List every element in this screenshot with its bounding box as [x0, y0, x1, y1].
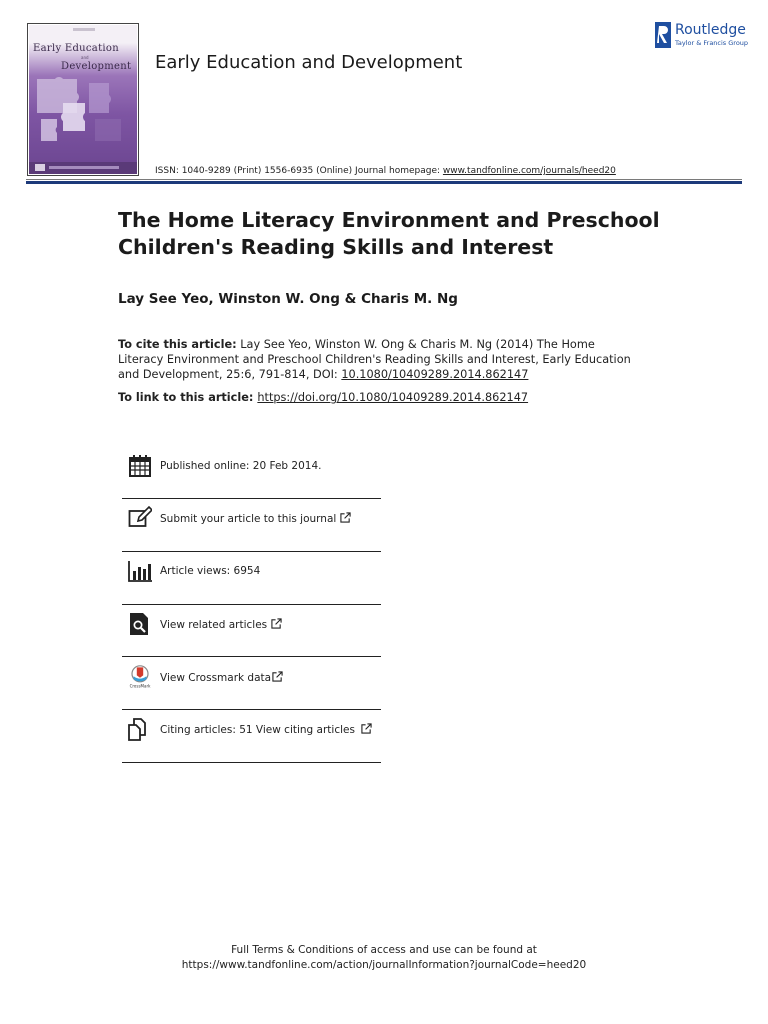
- info-divider: [122, 551, 381, 552]
- journal-cover-art: [29, 25, 137, 174]
- article-title: The Home Literacy Environment and Preschool Children's Reading Skills and Interest: [118, 208, 660, 259]
- citing-articles-label: Citing articles: 51 View citing articles: [160, 724, 355, 736]
- calendar-icon: [128, 454, 152, 478]
- footer-terms: [0, 943, 768, 973]
- article-authors: Lay See Yeo, Winston W. Ong & Charis M. Ng: [118, 291, 458, 307]
- crossmark-icon: [128, 665, 152, 689]
- footer-line1: Full Terms & Conditions of access and use can be found at: [231, 944, 537, 956]
- info-divider: [122, 656, 381, 657]
- header-rule-thin: [26, 179, 742, 180]
- citing-articles-link[interactable]: [160, 723, 372, 736]
- external-link-icon: [271, 618, 282, 629]
- info-divider: [122, 498, 381, 499]
- cite-text: Lay See Yeo, Winston W. Ong & Charis M. Ng (2014) The Home Literacy Environment and Preschool Children's Reading Skills and Interest, Early Education and Development, 25:6, 791-814, DOI:: [118, 338, 631, 381]
- info-divider: [122, 604, 381, 605]
- crossmark-link[interactable]: [160, 671, 283, 684]
- bar-chart-icon: [128, 559, 152, 583]
- external-link-icon: [272, 671, 283, 682]
- cover-title-line1: Early Education: [33, 43, 119, 54]
- published-online-text: Published online: 20 Feb 2014.: [160, 460, 322, 472]
- info-divider: [122, 709, 381, 710]
- journal-title: Early Education and Development: [155, 52, 463, 73]
- article-views-text: Article views: 6954: [160, 565, 261, 577]
- journal-cover-image: [27, 23, 139, 176]
- citing-documents-icon: [128, 717, 152, 741]
- submit-article-link[interactable]: [160, 512, 351, 525]
- external-link-icon: [340, 512, 351, 523]
- doi-link[interactable]: 10.1080/10409289.2014.862147: [341, 368, 529, 381]
- citation-block: [118, 337, 638, 382]
- link-label: To link to this article:: [118, 391, 258, 404]
- publisher-name: Routledge: [675, 22, 746, 38]
- info-divider: [122, 762, 381, 763]
- publisher-group: Taylor & Francis Group: [675, 39, 749, 47]
- cover-title-line2: Development: [61, 61, 132, 72]
- footer-terms-link[interactable]: https://www.tandfonline.com/action/journalInformation?journalCode=heed20: [181, 959, 587, 971]
- puzzle-pieces-art: [33, 73, 137, 153]
- cover-title-and: and: [81, 55, 89, 60]
- document-search-icon: [128, 612, 152, 636]
- cite-label: To cite this article:: [118, 338, 237, 351]
- related-articles-link[interactable]: [160, 618, 282, 631]
- journal-homepage-link[interactable]: www.tandfonline.com/journals/heed20: [442, 166, 616, 176]
- crossmark-label: View Crossmark data: [160, 672, 272, 684]
- cover-tag: [73, 28, 95, 31]
- issn-text: ISSN: 1040-9289 (Print) 1556-6935 (Online) Journal homepage:: [155, 166, 443, 176]
- submit-article-label: Submit your article to this journal: [160, 513, 337, 525]
- issn-line: [155, 166, 616, 176]
- publisher-logo: [655, 22, 749, 52]
- related-articles-label: View related articles: [160, 619, 268, 631]
- edit-pencil-icon: [128, 506, 152, 530]
- external-link-icon: [361, 723, 372, 734]
- header-rule-thick: [26, 181, 742, 184]
- cover-footer-band: [29, 162, 137, 174]
- article-link-block: [118, 391, 528, 404]
- routledge-r-icon: [655, 22, 671, 48]
- article-doi-url-link[interactable]: https://doi.org/10.1080/10409289.2014.862147: [257, 391, 529, 404]
- crossmark-badge-text: CrossMark: [129, 683, 151, 689]
